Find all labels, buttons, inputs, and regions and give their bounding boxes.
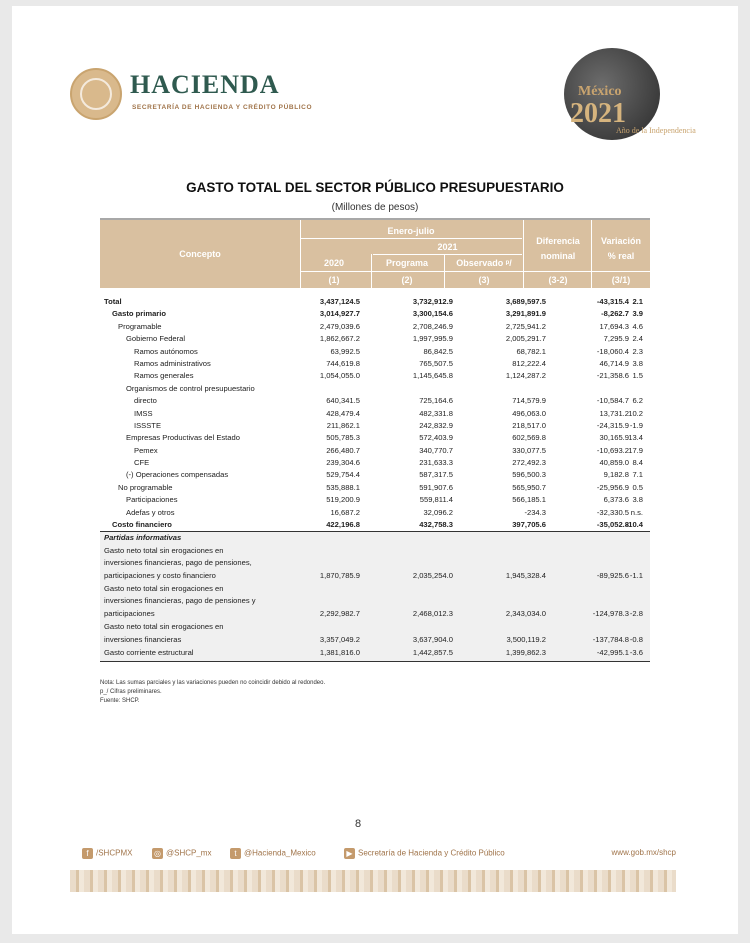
table-row bbox=[100, 494, 650, 506]
cell-v1: 2,292,982.7 bbox=[319, 608, 360, 618]
cell-v2: 2,708,246.9 bbox=[412, 321, 453, 331]
cell-v5: 3.9 bbox=[632, 309, 643, 319]
cell-v3: 3,689,597.5 bbox=[505, 297, 546, 306]
cell-v3: -234.3 bbox=[524, 507, 546, 517]
cell-v5: 3.8 bbox=[632, 495, 643, 505]
cell-v4: -18,060.4 bbox=[596, 346, 629, 356]
cell-v5: -3.6 bbox=[629, 648, 643, 658]
cell-v4: -35,052.8 bbox=[596, 520, 629, 530]
cell-v1: 16,687.2 bbox=[330, 507, 360, 517]
row-label: Organismos de control presupuestario bbox=[126, 383, 255, 393]
cell-v2: 559,811.4 bbox=[419, 495, 453, 505]
cell-v1: 505,785.3 bbox=[326, 433, 360, 443]
brand-name: HACIENDA bbox=[130, 70, 280, 99]
cell-v2: 242,832.9 bbox=[419, 420, 453, 430]
cell-v4: -137,784.8 bbox=[592, 634, 629, 644]
cell-v3: 714,579.9 bbox=[512, 396, 546, 406]
mexico-seal-icon bbox=[70, 68, 122, 120]
cell-v2: 482,331.8 bbox=[419, 408, 453, 418]
row-label: CFE bbox=[134, 458, 150, 468]
row-label: directo bbox=[134, 396, 157, 406]
cell-v1: 744,619.8 bbox=[326, 358, 360, 368]
row-label: Gasto neto total sin erogaciones en bbox=[104, 545, 224, 555]
header-idx2: (2) bbox=[401, 275, 413, 285]
cell-v4: -89,925.6 bbox=[596, 570, 629, 580]
cell-v5: n.s. bbox=[630, 507, 643, 517]
table-row bbox=[100, 358, 650, 370]
table-row bbox=[100, 370, 650, 382]
facebook-handle: /SHCPMX bbox=[96, 848, 133, 858]
cell-v1: 239,304.6 bbox=[326, 458, 360, 468]
header-idx1: (1) bbox=[328, 275, 340, 285]
cell-v1: 422,196.8 bbox=[326, 520, 360, 530]
cell-v1: 519,200.9 bbox=[326, 495, 360, 505]
cell-v4: 40,859.0 bbox=[599, 458, 629, 468]
cell-v5: -0.8 bbox=[629, 634, 643, 644]
row-label: Gasto primario bbox=[112, 309, 167, 319]
cell-v2: 1,442,857.5 bbox=[412, 648, 453, 658]
header-nominal: nominal bbox=[540, 251, 576, 261]
cell-v2: 231,633.3 bbox=[419, 458, 453, 468]
cell-v2: 32,096.2 bbox=[423, 507, 453, 517]
table-row bbox=[100, 445, 650, 457]
notes bbox=[100, 679, 325, 706]
cell-v5: 3.8 bbox=[632, 358, 643, 368]
cell-v2: 725,164.6 bbox=[419, 396, 453, 406]
cell-v4: -8,262.7 bbox=[601, 309, 629, 319]
cell-v1: 1,381,816.0 bbox=[319, 648, 360, 658]
header-variacion: Variación bbox=[600, 236, 642, 246]
table-row bbox=[100, 469, 650, 481]
cell-v4: -10,584.7 bbox=[596, 396, 629, 406]
footer-facebook[interactable] bbox=[82, 848, 132, 859]
cell-v3: 1,399,862.3 bbox=[505, 648, 546, 658]
table-row bbox=[100, 383, 650, 395]
table-row bbox=[100, 395, 650, 407]
cell-v3: 3,291,891.9 bbox=[505, 309, 546, 319]
cell-v4: -124,978.3 bbox=[592, 608, 629, 618]
cell-v5: 6.2 bbox=[632, 396, 643, 406]
row-label: (-) Operaciones compensadas bbox=[126, 470, 229, 480]
cell-v3: 1,124,287.2 bbox=[505, 371, 546, 381]
cell-v5: 7.1 bbox=[632, 470, 643, 480]
cell-v2: 3,637,904.0 bbox=[412, 634, 453, 644]
header-observado: Observado ᵖ/ bbox=[456, 258, 512, 268]
table-row bbox=[100, 420, 650, 432]
cell-v3: 496,063.0 bbox=[512, 408, 546, 418]
instagram-handle: @SHCP_mx bbox=[166, 848, 212, 858]
cell-v3: 3,500,119.2 bbox=[506, 634, 546, 644]
table-row bbox=[100, 333, 650, 345]
table-row bbox=[100, 432, 650, 444]
logo-line2: 2021 bbox=[570, 98, 626, 129]
cell-v2: 3,732,912.9 bbox=[412, 297, 453, 306]
row-label: ISSSTE bbox=[134, 420, 162, 430]
divider bbox=[100, 661, 650, 662]
cell-v4: 13,731.2 bbox=[599, 408, 629, 418]
youtube-channel: Secretaría de Hacienda y Crédito Público bbox=[358, 848, 505, 858]
cell-v2: 587,317.5 bbox=[419, 470, 453, 480]
hacienda-header bbox=[70, 64, 313, 126]
facebook-icon: f bbox=[82, 848, 93, 859]
partidas-title-row bbox=[100, 532, 650, 544]
cell-v2: 591,907.6 bbox=[419, 482, 453, 492]
cell-v4: 46,714.9 bbox=[599, 358, 629, 368]
cell-v3: 602,569.8 bbox=[512, 433, 546, 443]
footer-youtube[interactable] bbox=[344, 848, 505, 859]
table-row bbox=[100, 308, 650, 320]
cell-v1: 211,862.1 bbox=[326, 420, 360, 430]
cell-v2: 2,468,012.3 bbox=[412, 608, 453, 618]
cell-v4: 9,182.8 bbox=[603, 470, 629, 480]
table-row bbox=[100, 570, 650, 584]
cell-v5: 0.5 bbox=[632, 482, 643, 492]
cell-v2: 765,507.5 bbox=[419, 358, 453, 368]
header-concepto: Concepto bbox=[179, 249, 221, 259]
cell-v5: 4.6 bbox=[632, 321, 643, 331]
header-idx4: (3-2) bbox=[548, 275, 568, 285]
row-label: Ramos administrativos bbox=[134, 358, 211, 368]
table-row bbox=[100, 583, 650, 595]
cell-v3: 218,517.0 bbox=[512, 420, 546, 430]
cell-v4: 17,694.3 bbox=[599, 321, 629, 331]
row-label: Gasto corriente estructural bbox=[104, 648, 194, 658]
brand-subtitle: SECRETARÍA DE HACIENDA Y CRÉDITO PÚBLICO bbox=[132, 104, 313, 111]
cell-v1: 2,479,039.6 bbox=[319, 321, 360, 331]
table-row bbox=[100, 457, 650, 469]
cell-v1: 3,357,049.2 bbox=[319, 634, 360, 644]
expenditure-table bbox=[100, 218, 650, 662]
cell-v2: 3,300,154.6 bbox=[412, 309, 453, 319]
mexico-2021-logo bbox=[556, 40, 696, 140]
youtube-icon: ▶ bbox=[344, 848, 355, 859]
row-label: Pemex bbox=[134, 445, 158, 455]
cell-v3: 2,343,034.0 bbox=[505, 608, 546, 618]
cell-v4: 30,165.9 bbox=[599, 433, 629, 443]
table-body bbox=[100, 296, 650, 662]
cell-v3: 272,492.3 bbox=[512, 458, 546, 468]
cell-v3: 565,950.7 bbox=[512, 482, 546, 492]
cell-v5: 17.9 bbox=[628, 445, 643, 455]
row-label: Empresas Productivas del Estado bbox=[126, 433, 240, 443]
cell-v3: 330,077.5 bbox=[512, 445, 546, 455]
cell-v3: 596,500.3 bbox=[512, 470, 546, 480]
row-label: Gasto neto total sin erogaciones en bbox=[104, 622, 224, 632]
table-row bbox=[100, 321, 650, 333]
header-programa: Programa bbox=[385, 258, 429, 268]
twitter-icon: t bbox=[230, 848, 241, 859]
cell-v4: -42,995.1 bbox=[596, 648, 629, 658]
cell-v5: -1.9 bbox=[629, 420, 643, 430]
cell-v4: 7,295.9 bbox=[603, 334, 629, 344]
header-real: % real bbox=[607, 251, 635, 261]
cell-v3: 68,782.1 bbox=[516, 346, 546, 356]
cell-v5: 13.4 bbox=[628, 433, 643, 443]
cell-v4: -32,330.5 bbox=[596, 507, 629, 517]
row-label: inversiones financieras, pago de pensiones, bbox=[104, 558, 252, 568]
twitter-handle: @Hacienda_Mexico bbox=[244, 848, 316, 858]
footer bbox=[70, 846, 676, 864]
table-row bbox=[100, 507, 650, 519]
header-diferencia: Diferencia bbox=[536, 236, 580, 246]
cell-v4: -10,693.2 bbox=[596, 445, 629, 455]
row-label: Ramos autónomos bbox=[134, 346, 198, 356]
cell-v3: 812,222.4 bbox=[512, 358, 546, 368]
table-row bbox=[100, 608, 650, 622]
cell-v4: -21,358.6 bbox=[596, 371, 629, 381]
cell-v1: 3,437,124.5 bbox=[319, 297, 360, 306]
row-label: participaciones y costo financiero bbox=[104, 570, 216, 580]
logo-line3: Año de la Independencia bbox=[616, 126, 696, 135]
table-row bbox=[100, 647, 650, 661]
cell-v2: 1,997,995.9 bbox=[412, 334, 453, 344]
row-label: Gasto neto total sin erogaciones en bbox=[104, 584, 224, 594]
cell-v4: -24,315.9 bbox=[596, 420, 629, 430]
table-row bbox=[100, 482, 650, 494]
cell-v1: 1,862,667.2 bbox=[319, 334, 360, 344]
footer-twitter[interactable] bbox=[230, 848, 316, 859]
table-row bbox=[100, 346, 650, 358]
row-label: inversiones financieras, pago de pensiones y bbox=[104, 596, 256, 606]
partidas-title: Partidas informativas bbox=[104, 533, 182, 543]
table-row bbox=[100, 545, 650, 557]
cell-v3: 566,185.1 bbox=[512, 495, 546, 505]
cell-v1: 535,888.1 bbox=[326, 482, 360, 492]
cell-v2: 2,035,254.0 bbox=[412, 570, 453, 580]
table-row bbox=[100, 595, 650, 607]
row-label: Total bbox=[104, 297, 122, 306]
row-label: inversiones financieras bbox=[104, 634, 182, 644]
cell-v5: 1.5 bbox=[632, 371, 643, 381]
cell-v1: 529,754.4 bbox=[326, 470, 360, 480]
table-row bbox=[100, 634, 650, 648]
note-source: Fuente: SHCP. bbox=[100, 698, 140, 704]
cell-v2: 432,758.3 bbox=[419, 520, 453, 530]
header-2020: 2020 bbox=[323, 258, 345, 268]
cell-v5: -1.1 bbox=[629, 570, 643, 580]
cell-v1: 1,870,785.9 bbox=[319, 570, 360, 580]
row-label: No programable bbox=[118, 482, 173, 492]
row-label: Gobierno Federal bbox=[126, 334, 186, 344]
cell-v3: 1,945,328.4 bbox=[505, 570, 546, 580]
header-period: Enero-julio bbox=[387, 226, 435, 236]
row-label: Participaciones bbox=[126, 495, 178, 505]
table-row bbox=[100, 408, 650, 420]
instagram-icon: ◎ bbox=[152, 848, 163, 859]
cell-v5: 2.1 bbox=[632, 297, 643, 306]
cell-v2: 86,842.5 bbox=[423, 346, 453, 356]
cell-v3: 2,725,941.2 bbox=[505, 321, 546, 331]
table-row bbox=[100, 519, 650, 531]
footer-instagram[interactable] bbox=[152, 848, 211, 859]
row-label: Ramos generales bbox=[134, 371, 194, 381]
row-label: Costo financiero bbox=[112, 520, 172, 530]
header-idx3: (3) bbox=[478, 275, 490, 285]
row-label: IMSS bbox=[134, 408, 153, 418]
cell-v4: -25,956.9 bbox=[596, 482, 629, 492]
cell-v2: 1,145,645.8 bbox=[412, 371, 453, 381]
cell-v5: -2.8 bbox=[629, 608, 643, 618]
logo-line1: México bbox=[578, 84, 622, 99]
note-rounding: Nota: Las sumas parciales y las variaciones pueden no coincidir debido al redondeo. bbox=[100, 680, 326, 686]
decorative-band bbox=[70, 870, 676, 892]
cell-v4: -43,315.4 bbox=[596, 297, 629, 306]
cell-v2: 572,403.9 bbox=[419, 433, 453, 443]
page-number: 8 bbox=[355, 818, 362, 830]
row-label: Programable bbox=[118, 321, 162, 331]
document-subtitle: (Millones de pesos) bbox=[331, 202, 419, 213]
cell-v1: 640,341.5 bbox=[326, 396, 360, 406]
header-idx5: (3/1) bbox=[611, 275, 631, 285]
cell-v1: 1,054,055.0 bbox=[319, 371, 360, 381]
cell-v1: 428,479.4 bbox=[326, 408, 360, 418]
cell-v2: 340,770.7 bbox=[419, 445, 453, 455]
note-preliminary: p_/ Cifras preliminares. bbox=[100, 689, 162, 695]
cell-v4: 6,373.6 bbox=[603, 495, 629, 505]
table-row bbox=[100, 296, 650, 308]
cell-v5: 8.4 bbox=[632, 458, 643, 468]
cell-v5: 2.4 bbox=[632, 334, 643, 344]
row-label: participaciones bbox=[104, 608, 155, 618]
document-title: GASTO TOTAL DEL SECTOR PÚBLICO PRESUPUESTARIO bbox=[186, 180, 564, 195]
cell-v3: 397,705.6 bbox=[512, 520, 546, 530]
cell-v3: 2,005,291.7 bbox=[505, 334, 546, 344]
cell-v5: 10.2 bbox=[628, 408, 643, 418]
table-row bbox=[100, 621, 650, 633]
table-row bbox=[100, 557, 650, 569]
row-label: Adefas y otros bbox=[126, 507, 175, 517]
cell-v5: -10.4 bbox=[625, 520, 643, 530]
cell-v1: 3,014,927.7 bbox=[319, 309, 360, 319]
table-header bbox=[100, 218, 650, 288]
cell-v1: 266,480.7 bbox=[326, 445, 360, 455]
cell-v5: 2.3 bbox=[632, 346, 643, 356]
cell-v1: 63,992.5 bbox=[330, 346, 360, 356]
footer-url[interactable]: www.gob.mx/shcp bbox=[611, 848, 676, 857]
header-year-2021: 2021 bbox=[437, 242, 458, 252]
